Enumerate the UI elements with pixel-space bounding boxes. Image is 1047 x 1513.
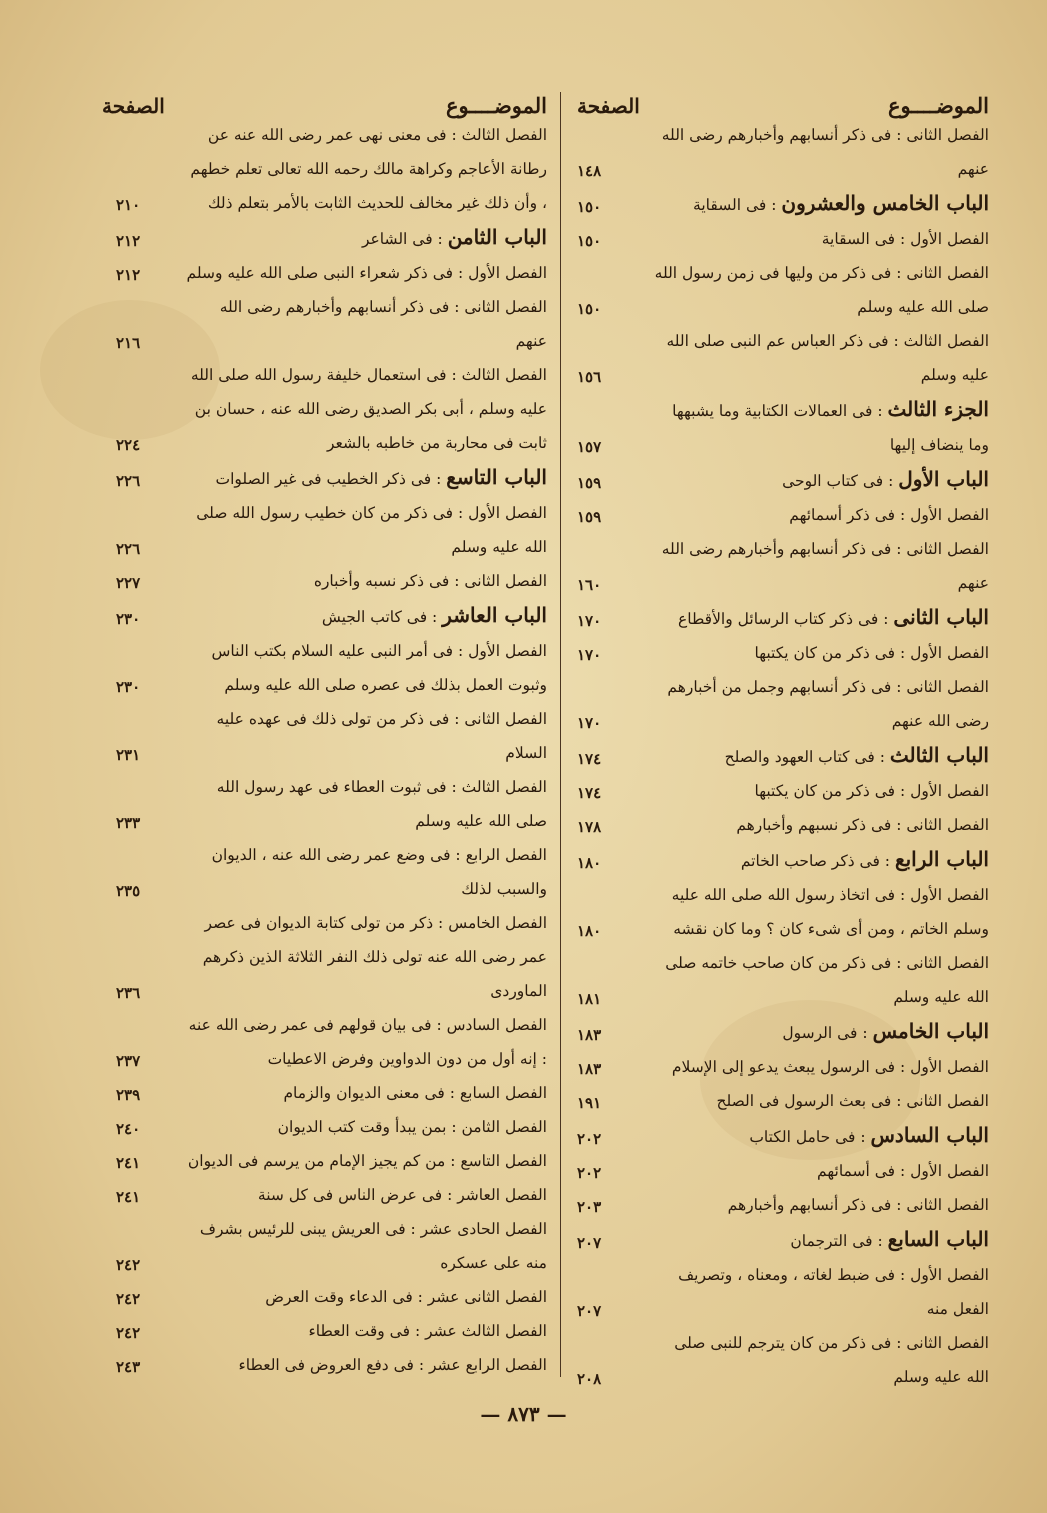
entry-text xyxy=(653,532,989,600)
entry-title: الفصل الثانى : فى ذكر نسبهم وأخبارهم xyxy=(736,816,989,834)
entry-text xyxy=(653,118,989,186)
entry-text xyxy=(186,1314,547,1348)
entry-title: الفصل الأول : فى الرسول يبعث يدعو إلى الإسلام xyxy=(671,1058,989,1076)
entry-page-number: ٢٠٨ xyxy=(577,1370,602,1388)
toc-entry xyxy=(577,670,989,738)
toc-entry xyxy=(577,878,989,946)
entry-page-number: ٢٢٧ xyxy=(116,574,141,592)
entry-page-number: ١٥٧ xyxy=(577,438,602,456)
toc-entry xyxy=(577,946,989,1014)
entry-page-number: ١٨١ xyxy=(577,990,602,1008)
toc-entry xyxy=(577,600,989,636)
entry-page-number: ١٧٤ xyxy=(577,784,602,802)
entry-text xyxy=(186,220,547,256)
entry-title: الفصل الأول : فى أمر النبى عليه السلام بكتب الناس وثبوت العمل بذلك فى عصره صلى الله عليه وسلم xyxy=(211,642,547,694)
entry-text xyxy=(653,256,989,324)
entry-title: : فى الترجمان xyxy=(790,1232,883,1250)
toc-entry xyxy=(102,1314,547,1348)
entry-title: الفصل الأول : فى ذكر أسمائهم xyxy=(789,506,989,524)
entry-page-number: ٢١٢ xyxy=(116,266,141,284)
entry-title: : فى حامل الكتاب xyxy=(749,1128,866,1146)
entry-page-number: ١٦٠ xyxy=(577,576,602,594)
entry-title: : فى ذكر الخطيب فى غير الصلوات xyxy=(215,470,442,488)
entry-text xyxy=(653,1258,989,1326)
toc-entry xyxy=(577,498,989,532)
entry-page-number: ٢٣٠ xyxy=(116,610,141,628)
toc-entry xyxy=(577,1118,989,1154)
entry-page-number: ٢٣٦ xyxy=(116,984,141,1002)
chapter-title: الباب الثالث xyxy=(889,743,989,767)
entry-page-number: ٢٤١ xyxy=(116,1154,141,1172)
entry-text xyxy=(653,774,989,808)
entry-title: الفصل الثالث : فى ذكر العباس عم النبى صلى الله عليه وسلم xyxy=(666,332,989,384)
toc-entry xyxy=(102,1348,547,1382)
toc-entry xyxy=(102,290,547,358)
page-header: الصفحة xyxy=(102,94,165,118)
entry-text xyxy=(186,1348,547,1382)
entry-page-number: ٢١٠ xyxy=(116,196,141,214)
entry-title: : فى كتاب العهود والصلح xyxy=(724,748,885,766)
entry-title: الفصل الرابع عشر : فى دفع العروض فى العطاء xyxy=(238,1356,547,1374)
entry-text xyxy=(653,1222,989,1258)
entry-title: الفصل الثانى : فى ذكر من كان صاحب خاتمه صلى الله عليه وسلم xyxy=(665,954,989,1006)
entry-page-number: ١٧٠ xyxy=(577,714,602,732)
entry-text xyxy=(186,564,547,598)
entry-page-number: ٢٠٢ xyxy=(577,1130,602,1148)
entry-page-number: ١٧٤ xyxy=(577,750,602,768)
toc-entry xyxy=(577,118,989,186)
column-divider xyxy=(560,92,561,1377)
toc-entry xyxy=(102,1110,547,1144)
chapter-title: الباب الثانى xyxy=(893,605,989,629)
chapter-title: الباب السابع xyxy=(887,1227,989,1251)
toc-entry xyxy=(102,1212,547,1280)
entry-page-number: ١٧٠ xyxy=(577,646,602,664)
toc-entry xyxy=(577,1050,989,1084)
entry-title: الفصل الثانى : فى ذكر من كان يترجم للنبى صلى الله عليه وسلم xyxy=(674,1334,989,1386)
entry-title: الفصل الأول : فى ذكر من كان يكتبها xyxy=(754,782,989,800)
entry-text xyxy=(186,290,547,358)
entry-page-number: ٢٠٢ xyxy=(577,1164,602,1182)
entry-text xyxy=(186,1008,547,1076)
entry-page-number: ١٥٠ xyxy=(577,300,602,318)
entry-page-number: ٢٣٥ xyxy=(116,882,141,900)
entry-title: الفصل الثانى : فى ذكر أنسابهم وجمل من أخبارهم رضى الله عنهم xyxy=(667,678,989,730)
entry-text xyxy=(186,460,547,496)
entry-title: الفصل الثامن : بمن يبدأ وقت كتب الديوان xyxy=(277,1118,547,1136)
entry-page-number: ٢٣٧ xyxy=(116,1052,141,1070)
entry-page-number: ٢٤٠ xyxy=(116,1120,141,1138)
entry-title: الفصل الثانى : فى ذكر أنسابهم وأخبارهم رضى الله عنهم xyxy=(661,540,989,592)
toc-entry xyxy=(577,1084,989,1118)
entry-text xyxy=(653,392,989,462)
topic-header: الموضــــوع xyxy=(887,93,989,118)
entry-title: الفصل الأول : فى ذكر شعراء النبى صلى الله عليه وسلم xyxy=(186,264,547,282)
toc-entry xyxy=(577,1326,989,1394)
toc-entry xyxy=(577,738,989,774)
entry-page-number: ١٥٦ xyxy=(577,368,602,386)
entry-page-number: ٢٠٧ xyxy=(577,1234,602,1252)
entry-title: الفصل الأول : فى اتخاذ رسول الله صلى الله عليه وسلم الخاتم ، ومن أى شىء كان ؟ وما كان نقشه xyxy=(671,886,989,938)
chapter-title: الباب الرابع xyxy=(894,847,989,871)
entry-page-number: ٢٣٣ xyxy=(116,814,141,832)
chapter-title: الباب الثامن xyxy=(447,225,547,249)
toc-entry xyxy=(577,462,989,498)
entry-text xyxy=(186,496,547,564)
entry-text xyxy=(653,1188,989,1222)
entry-page-number: ٢٤٣ xyxy=(116,1358,141,1376)
entry-text xyxy=(186,1110,547,1144)
entry-page-number: ١٩١ xyxy=(577,1094,602,1112)
entry-text xyxy=(653,324,989,392)
entry-page-number: ٢٠٧ xyxy=(577,1302,602,1320)
entry-text xyxy=(653,1084,989,1118)
entry-text xyxy=(653,600,989,636)
chapter-title: الجزء الثالث xyxy=(887,397,989,421)
toc-entry xyxy=(102,1076,547,1110)
entry-title: الفصل الثانى : فى ذكر من وليها فى زمن رسول الله صلى الله عليه وسلم xyxy=(654,264,989,316)
toc-entry xyxy=(102,358,547,460)
entry-page-number: ٢١٢ xyxy=(116,232,141,250)
entry-text xyxy=(186,770,547,838)
entry-page-number: ٢٤٢ xyxy=(116,1324,141,1342)
entry-text xyxy=(653,808,989,842)
entry-page-number: ٢٢٤ xyxy=(116,436,141,454)
entry-text xyxy=(186,838,547,906)
toc-entry xyxy=(577,1154,989,1188)
toc-entry xyxy=(102,496,547,564)
entry-page-number: ١٨٠ xyxy=(577,922,602,940)
toc-entry xyxy=(102,1280,547,1314)
toc-entry xyxy=(102,460,547,496)
entry-page-number: ١٥٠ xyxy=(577,232,602,250)
toc-entry xyxy=(577,532,989,600)
chapter-title: الباب الخامس والعشرون xyxy=(781,191,989,215)
entry-title: الفصل الثالث : فى ثبوت العطاء فى عهد رسول الله صلى الله عليه وسلم xyxy=(216,778,547,830)
entry-page-number: ٢٣٩ xyxy=(116,1086,141,1104)
toc-entry xyxy=(577,808,989,842)
toc-entry xyxy=(102,564,547,598)
entry-text xyxy=(653,636,989,670)
entry-title: الفصل الثانى : فى ذكر أنسابهم وأخبارهم رضى الله عنهم xyxy=(661,126,989,178)
entry-text xyxy=(653,946,989,1014)
page-number: — ٨٧٣ — xyxy=(480,1402,567,1426)
toc-entry-list xyxy=(102,118,547,1382)
entry-title: الفصل الخامس : ذكر من تولى كتابة الديوان فى عصر عمر رضى الله عنه تولى ذلك النفر الثلاثة الذين ذكرهم الماوردى xyxy=(202,914,547,1000)
page-header: الصفحة xyxy=(577,94,640,118)
toc-entry xyxy=(102,1008,547,1076)
entry-title: الفصل الأول : فى السقاية xyxy=(821,230,989,248)
toc-entry xyxy=(102,256,547,290)
entry-page-number: ١٥٩ xyxy=(577,508,602,526)
entry-title: : فى كاتب الجيش xyxy=(321,608,438,626)
entry-title: الفصل الثالث : فى معنى نهى عمر رضى الله عنه عن رطانة الأعاجم وكراهة مالك رحمه الله تعالى تعلم خطهم ، وأن ذلك غير مخالف للحديث الثابت بالأمر بتعلم ذلك xyxy=(190,126,547,212)
chapter-title: الباب الخامس xyxy=(872,1019,989,1043)
toc-entry xyxy=(102,634,547,702)
entry-title: الفصل الرابع : فى وضع عمر رضى الله عنه ، الديوان والسبب لذلك xyxy=(211,846,547,898)
entry-text xyxy=(186,358,547,460)
toc-entry xyxy=(102,838,547,906)
toc-entry xyxy=(577,222,989,256)
entry-title: الفصل الثانى : فى ذكر أنسابهم وأخبارهم xyxy=(727,1196,989,1214)
toc-entry xyxy=(102,220,547,256)
entry-text xyxy=(653,1326,989,1394)
entry-page-number: ١٨٠ xyxy=(577,854,602,872)
entry-title: : فى العمالات الكتابية وما يشبهها وما ينضاف إليها xyxy=(672,402,989,454)
entry-text xyxy=(653,738,989,774)
entry-page-number: ١٨٣ xyxy=(577,1060,602,1078)
toc-entry xyxy=(577,1222,989,1258)
toc-entry xyxy=(577,842,989,878)
entry-text xyxy=(653,842,989,878)
entry-text xyxy=(653,498,989,532)
entry-title: : فى السقاية xyxy=(693,196,777,214)
entry-title: : فى الرسول xyxy=(782,1024,868,1042)
left-column xyxy=(102,78,547,1382)
entry-title: الفصل الثالث : فى استعمال خليفة رسول الله صلى الله عليه وسلم ، أبى بكر الصديق رضى الله عنه ، حسان بن ثابت فى محاربة من خاطبه بالشعر xyxy=(190,366,547,452)
chapter-title: الباب الأول xyxy=(898,467,989,491)
entry-title: الفصل الأول : فى ضبط لغاته ، ومعناه ، وتصريف الفعل منه xyxy=(678,1266,989,1318)
toc-entry xyxy=(577,1258,989,1326)
toc-entry xyxy=(102,770,547,838)
toc-entry xyxy=(102,702,547,770)
entry-text xyxy=(653,1014,989,1050)
entry-text xyxy=(186,1280,547,1314)
entry-title: الفصل الثانى : فى ذكر من تولى ذلك فى عهده عليه السلام xyxy=(216,710,547,762)
entry-title: الفصل الأول : فى أسمائهم xyxy=(817,1162,989,1180)
entry-text xyxy=(186,1212,547,1280)
entry-page-number: ٢٣٠ xyxy=(116,678,141,696)
entry-text xyxy=(653,186,989,222)
entry-page-number: ١٤٨ xyxy=(577,162,602,180)
entry-title: الفصل الثانى : فى ذكر نسبه وأخباره xyxy=(313,572,547,590)
column-header xyxy=(577,78,989,118)
entry-title: : فى الشاعر xyxy=(361,230,443,248)
toc-entry xyxy=(577,324,989,392)
entry-text xyxy=(653,1118,989,1154)
chapter-title: الباب السادس xyxy=(870,1123,989,1147)
entry-text xyxy=(186,256,547,290)
toc-entry xyxy=(577,774,989,808)
entry-title: الفصل الثانى عشر : فى الدعاء وقت العرض xyxy=(265,1288,547,1306)
entry-text xyxy=(653,222,989,256)
toc-entry xyxy=(102,118,547,220)
entry-text xyxy=(653,1050,989,1084)
entry-page-number: ١٧٠ xyxy=(577,612,602,630)
entry-text xyxy=(186,634,547,702)
entry-title: الفصل الأول : فى ذكر من كان خطيب رسول الله صلى الله عليه وسلم xyxy=(196,504,547,556)
entry-title: الفصل الثانى : فى ذكر أنسابهم وأخبارهم رضى الله عنهم xyxy=(219,298,547,350)
entry-text xyxy=(653,1154,989,1188)
toc-entry xyxy=(102,1144,547,1178)
entry-title: الفصل الثالث عشر : فى وقت العطاء xyxy=(308,1322,547,1340)
toc-entry-list xyxy=(577,118,989,1394)
toc-entry xyxy=(577,636,989,670)
column-header xyxy=(102,78,547,118)
entry-text xyxy=(653,670,989,738)
entry-title: الفصل الثانى : فى بعث الرسول فى الصلح xyxy=(716,1092,989,1110)
entry-title: الفصل الأول : فى ذكر من كان يكتبها xyxy=(754,644,989,662)
entry-page-number: ٢٤٢ xyxy=(116,1290,141,1308)
toc-entry xyxy=(102,906,547,1008)
entry-title: : فى ذكر كتاب الرسائل والأقطاع xyxy=(678,610,889,628)
entry-title: الفصل العاشر : فى عرض الناس فى كل سنة xyxy=(257,1186,547,1204)
chapter-title: الباب العاشر xyxy=(442,603,547,627)
entry-page-number: ١٧٨ xyxy=(577,818,602,836)
entry-title: : فى كتاب الوحى xyxy=(782,472,894,490)
entry-page-number: ٢٤٢ xyxy=(116,1256,141,1274)
entry-title: الفصل السادس : فى بيان قولهم فى عمر رضى الله عنه : إنه أول من دون الدواوين وفرض الاعطيات xyxy=(188,1016,547,1068)
chapter-title: الباب التاسع xyxy=(446,465,547,489)
entry-page-number: ٢٠٣ xyxy=(577,1198,602,1216)
entry-page-number: ٢٢٦ xyxy=(116,540,141,558)
toc-entry xyxy=(577,392,989,462)
entry-title: الفصل الحادى عشر : فى العريش يبنى للرئيس بشرف منه على عسكره xyxy=(199,1220,547,1272)
entry-page-number: ٢٣١ xyxy=(116,746,141,764)
entry-text xyxy=(186,118,547,220)
entry-page-number: ١٥٠ xyxy=(577,198,602,216)
entry-page-number: ١٥٩ xyxy=(577,474,602,492)
entry-text xyxy=(186,1178,547,1212)
entry-title: : فى ذكر صاحب الخاتم xyxy=(740,852,891,870)
entry-text xyxy=(186,1076,547,1110)
toc-entry xyxy=(577,1014,989,1050)
toc-entry xyxy=(102,598,547,634)
entry-page-number: ٢١٦ xyxy=(116,334,141,352)
entry-page-number: ٢٤١ xyxy=(116,1188,141,1206)
entry-text xyxy=(653,878,989,946)
entry-text xyxy=(186,598,547,634)
entry-text xyxy=(186,702,547,770)
toc-entry xyxy=(577,1188,989,1222)
entry-text xyxy=(186,1144,547,1178)
right-column xyxy=(577,78,989,1394)
entry-text xyxy=(653,462,989,498)
entry-title: الفصل التاسع : من كم يجيز الإمام من يرسم فى الديوان xyxy=(187,1152,547,1170)
entry-page-number: ٢٢٦ xyxy=(116,472,141,490)
toc-entry xyxy=(577,256,989,324)
entry-text xyxy=(186,906,547,1008)
entry-page-number: ١٨٣ xyxy=(577,1026,602,1044)
entry-title: الفصل السابع : فى معنى الديوان والزمام xyxy=(283,1084,547,1102)
toc-entry xyxy=(102,1178,547,1212)
topic-header: الموضــــوع xyxy=(445,93,547,118)
toc-entry xyxy=(577,186,989,222)
